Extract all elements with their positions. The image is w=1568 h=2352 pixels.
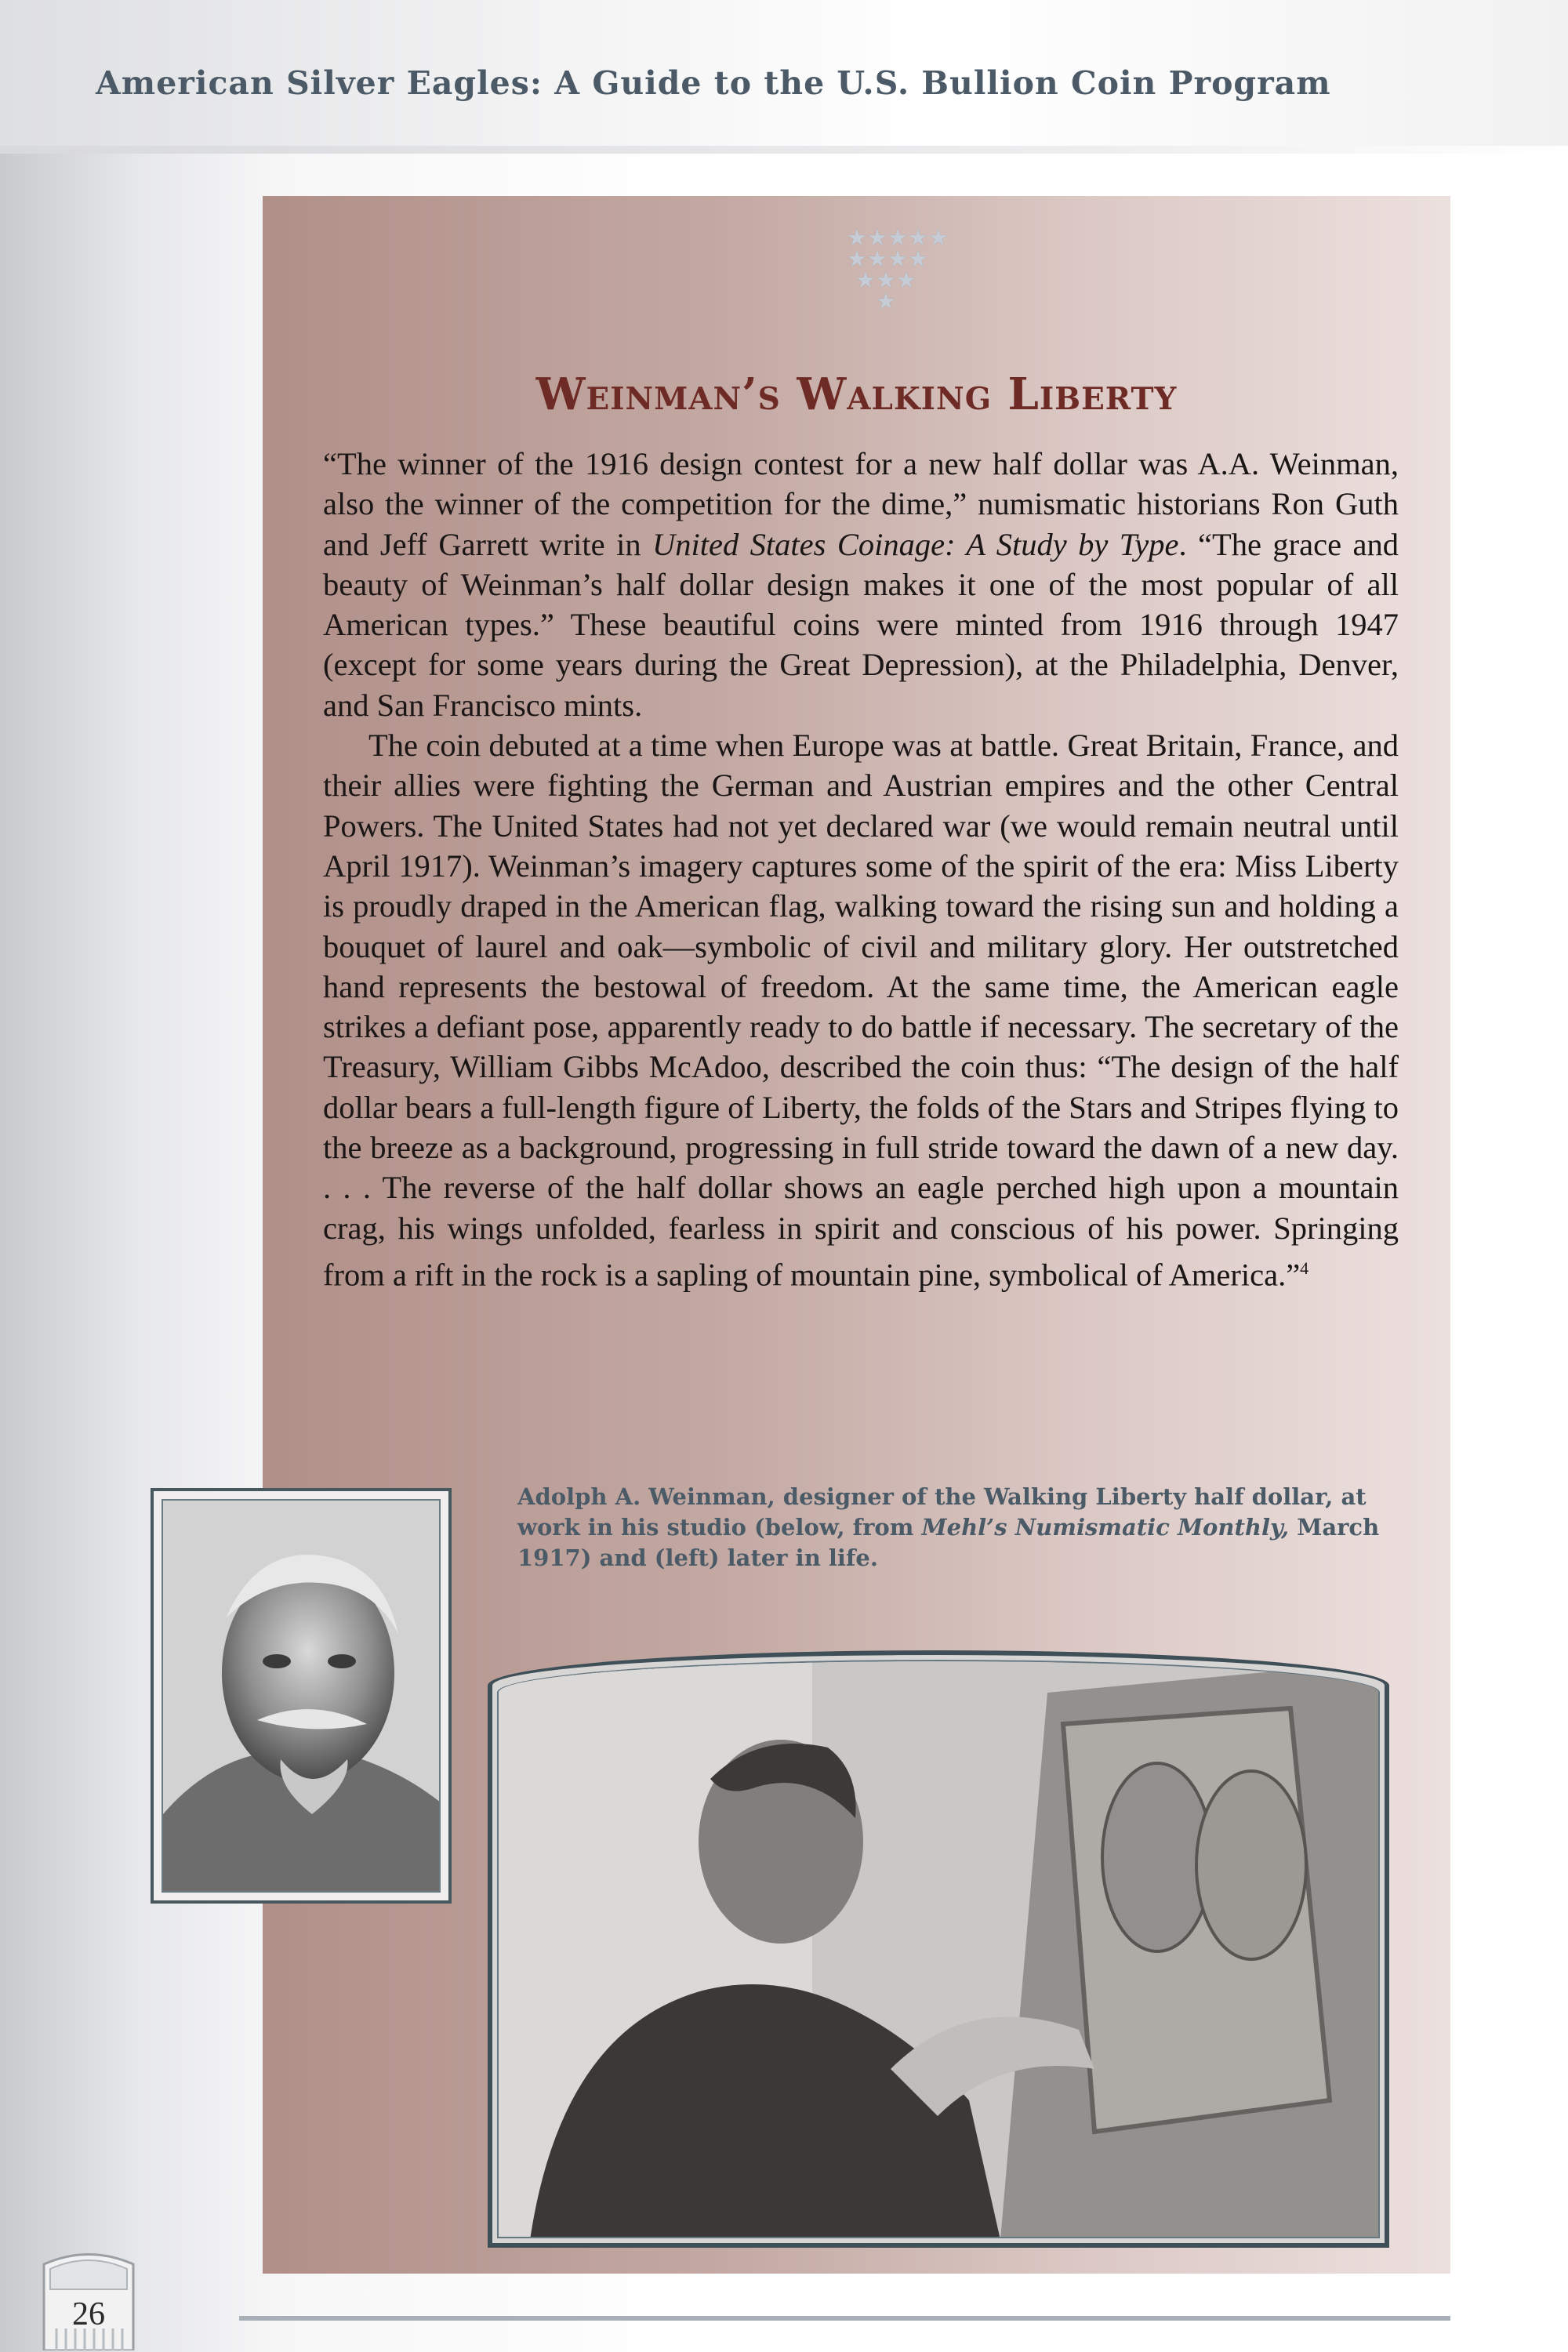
book-title: United States Coinage: A Study by Type bbox=[652, 526, 1179, 562]
sidebar-body bbox=[323, 444, 1399, 1295]
paragraph-2-text: The coin debuted at a time when Europe was at battle. Great Britain, France, and their allies were fighting the German and Austrian empires and the other Central Powers. The United States had not yet declared war (we would remain neutral until April 1917). Weinman’s imagery captures some of the spirit of the era: Miss Liberty is proudly draped in the American flag, walking toward the rising sun and holding a bouquet of laurel and oak—symbolic of civil and military glory. Her outstretched hand represents the bestowal of freedom. At the same time, the American eagle strikes a defiant pose, apparently ready to do battle if necessary. The secretary of the Treasury, William Gibbs McAdoo, described the coin thus: “The design of the half dollar bears a full-length figure of Liberty, the folds of the Stars and Stripes flying to the breeze as a background, progressing in full stride toward the dawn of a new day. . . . The reverse of the half dollar shows an eagle perched high upon a mountain crag, his wings unfolded, fearless in spirit and conscious of his power. Springing from a rift in the rock is a sapling of mountain pine, symbolical of America.” bbox=[323, 728, 1399, 1293]
running-header-title: American Silver Eagles: A Guide to the U.S. Bullion Coin Program bbox=[96, 64, 1331, 102]
portrait-image bbox=[162, 1499, 441, 1893]
footer-divider bbox=[239, 2316, 1450, 2321]
page-number: 26 bbox=[72, 2296, 105, 2332]
footnote-marker: 4 bbox=[1300, 1258, 1309, 1278]
running-header bbox=[0, 0, 1568, 149]
caption-text-2: March 1917) and (left) later in life. bbox=[517, 1514, 1380, 1571]
studio-image bbox=[497, 1660, 1380, 2238]
sidebar-title: Weinman’s Walking Liberty bbox=[535, 368, 1178, 420]
caption-publication: Mehl’s Numismatic Monthly, bbox=[921, 1514, 1290, 1541]
portrait-figure-icon bbox=[163, 1501, 441, 1893]
star-cluster-icon: ★★★★★ ★★★★ ★★★ ★ bbox=[847, 224, 949, 314]
weinman-studio-photo bbox=[488, 1650, 1389, 2248]
header-divider bbox=[0, 146, 1568, 154]
paragraph-2 bbox=[323, 725, 1399, 1295]
weinman-portrait-photo bbox=[151, 1488, 452, 1904]
studio-scene-icon bbox=[499, 1661, 1380, 2238]
paragraph-1 bbox=[323, 444, 1399, 725]
caption-text-1: Adolph A. Weinman, designer of the Walking Liberty half dollar, at work in his studio (below, from bbox=[517, 1483, 1367, 1541]
paragraph-1-text: “The winner of the 1916 design contest for a new half dollar was A.A. Weinman, also the winner of the competition for the dime,” numismatic historians Ron Guth and Jeff Garrett write in United States Coinage: A Study by Type. “The grace and beauty of Weinman’s half dollar design makes it one of the most popular of all American types.” These beautiful coins were minted from 1916 through 1947 (except for some years during the Great Depression), at the Philadelphia, Denver, and San Francisco mints. bbox=[323, 446, 1399, 723]
photo-caption bbox=[517, 1482, 1411, 1573]
